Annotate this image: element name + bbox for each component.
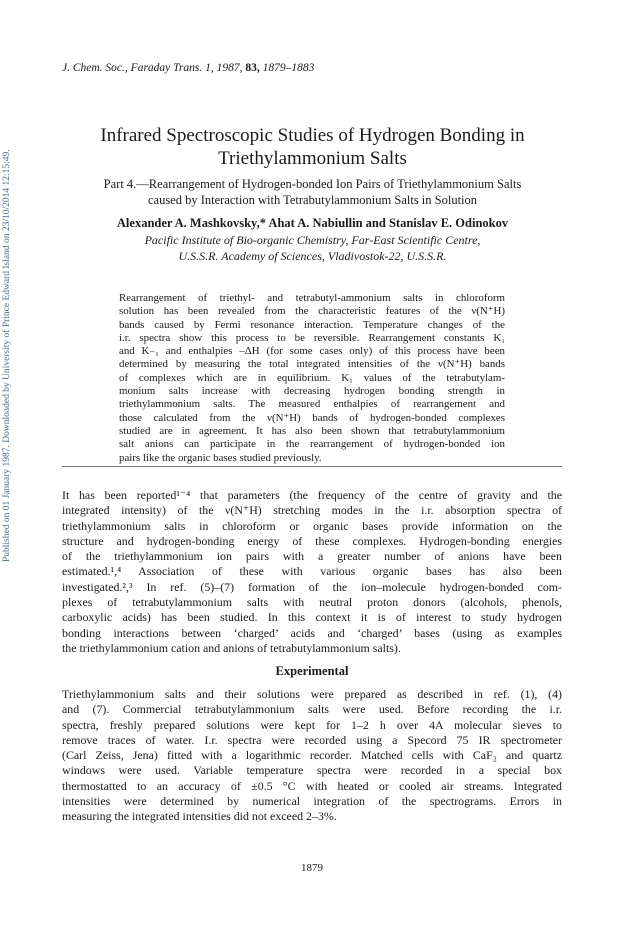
download-watermark: Published on 01 January 1987. Downloaded by University of Prince Edward Island on 23/10/2014 12:15:49. <box>2 149 12 563</box>
citation-year: 1987, <box>216 62 243 74</box>
body-line: intensities were determined by numerical integration of the spectrograms. Errors in <box>62 794 562 809</box>
body-line: triethylammonium salts in chloroform or organic bases provide information on the <box>62 518 562 533</box>
section-divider <box>62 466 562 467</box>
abstract-line: studied are in agreement. It has also been shown that tetrabutylammonium <box>119 424 505 437</box>
abstract-line: solution has been revealed from the characteristic features of the ν(N⁺H) <box>119 305 505 318</box>
article-subtitle <box>60 176 565 208</box>
body-line: the triethylammonium cation and anions of tetrabutylammonium salts). <box>62 640 401 655</box>
abstract-line: salt anions can participate in the rearrangement of hydrogen-bonded ion <box>119 438 505 451</box>
body-line: of the triethylammonium ion pairs with a greater number of anions have been <box>62 549 562 564</box>
abstract-line: monium salts increase with decreasing hydrogen bonding strength in <box>119 385 505 398</box>
abstract-line: bands caused by Fermi resonance interaction. Temperature changes of the <box>119 318 505 331</box>
article-title <box>40 124 585 170</box>
introduction-paragraph <box>62 488 562 656</box>
journal-citation <box>62 62 314 74</box>
abstract-line: Rearrangement of triethyl- and tetrabutyl-ammonium salts in chloroform <box>119 292 505 304</box>
body-line: remove traces of water. I.r. spectra were recorded using a Specord 75 IR spectrometer <box>62 732 562 747</box>
body-line: Triethylammonium salts and their solutions were prepared as described in ref. (1), (4) <box>62 687 562 701</box>
body-line: measuring the integrated intensities did not exceed 2–3%. <box>62 809 337 824</box>
body-line: (Carl Zeiss, Jena) fitted with a logarithmic recorder. Matched cells with CaF₂ and quartz <box>62 748 562 763</box>
affiliation-line: Pacific Institute of Bio-organic Chemistry, Far-East Scientific Centre, <box>144 233 481 247</box>
body-line: thermostatted to an accuracy of ±0.5 °C with heated or cooled air streams. Integrated <box>62 778 562 793</box>
citation-volume: 83, <box>245 62 260 74</box>
abstract-line: determined by measuring the total integrated intensities of the ν(N⁺H) bands <box>119 358 505 371</box>
body-line: carboxylic acids) has been studied. In this context it is of interest to study hydrogen <box>62 610 562 625</box>
affiliation-line: U.S.S.R. Academy of Sciences, Vladivostok-22, U.S.S.R. <box>178 248 447 263</box>
body-line: plexes of tetrabutylammonium salts with neutral proton donors (alcohols, phenols, <box>62 595 562 610</box>
subtitle-line: caused by Interaction with Tetrabutylammonium Salts in Solution <box>147 193 478 207</box>
experimental-paragraph <box>62 687 562 825</box>
abstract-line: those calculated from the ν(N⁺H) bands of hydrogen-bonded complexes <box>119 411 505 424</box>
body-line: and (7). Commercial tetrabutylammonium salts were used. Before recording the i.r. <box>62 702 562 717</box>
title-line: Triethylammonium Salts <box>218 148 407 169</box>
subtitle-line: Part 4.—Rearrangement of Hydrogen-bonded Ion Pairs of Triethylammonium Salts <box>103 177 522 191</box>
abstract-line: pairs like the organic bases studied previously. <box>119 451 322 464</box>
author-list: Alexander A. Mashkovsky,* Ahat A. Nabiullin and Stanislav E. Odinokov <box>116 216 509 230</box>
body-line: estimated.¹,⁴ Association of these with various organic bases has also been <box>62 564 562 579</box>
body-line: structure and hydrogen-bonding energy of these complexes. Hydrogen-bonding energies <box>62 533 562 548</box>
affiliation <box>40 233 585 264</box>
abstract-line: and K₋₁ and enthalpies –ΔH (for some cases only) of this process have been <box>119 345 505 358</box>
abstract-line: triethylammonium salts. The measured enthalpies of rearrangement and <box>119 398 505 411</box>
abstract <box>119 292 505 465</box>
citation-journal: J. Chem. Soc., Faraday Trans. 1, <box>62 62 214 74</box>
abstract-line: of complexes which are in equilibrium. K₁ values of the tetrabutylam- <box>119 371 505 384</box>
body-line: It has been reported¹⁻⁴ that parameters (the frequency of the centre of gravity and the <box>62 488 562 502</box>
body-line: windows were used. Variable temperature spectra were recorded in a special box <box>62 763 562 778</box>
body-line: investigated.²,³ In ref. (5)–(7) formation of the ion–molecule hydrogen-bonded com- <box>62 579 562 594</box>
body-line: integrated intensity) of the ν(N⁺H) stretching modes in the i.r. absorption spectra of <box>62 503 562 518</box>
abstract-line: i.r. spectra show this process to be reversible. Rearrangement constants K₁ <box>119 331 505 344</box>
citation-pages: 1879–1883 <box>262 62 315 74</box>
body-line: spectra, freshly prepared solutions were kept for 1–2 h over 4A molecular sieves to <box>62 717 562 732</box>
body-line: bonding interactions between ‘charged’ acids and ‘charged’ bases (using as examples <box>62 625 562 640</box>
experimental-heading: Experimental <box>275 664 349 678</box>
title-line: Infrared Spectroscopic Studies of Hydrogen Bonding in <box>100 125 525 146</box>
page-number: 1879 <box>301 862 323 874</box>
